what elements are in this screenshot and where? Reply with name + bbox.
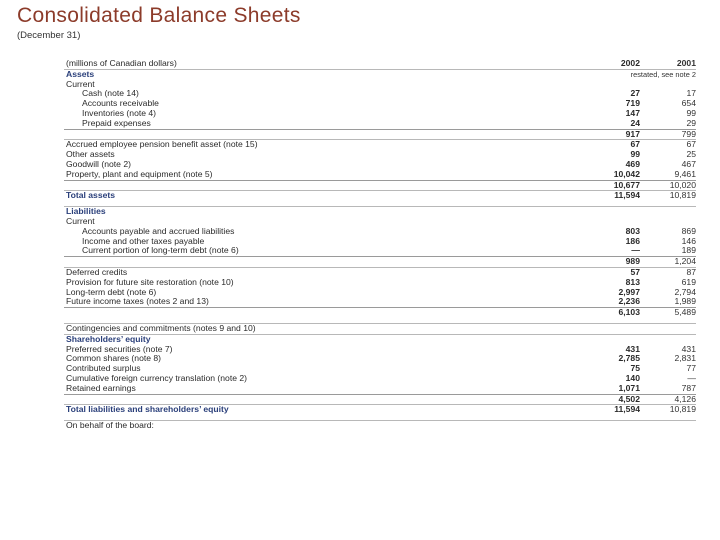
value-2002: 99 — [630, 149, 640, 160]
value-2001: 29 — [686, 117, 696, 128]
value-2001: 99 — [686, 107, 696, 118]
subtotal-2002: 917 — [625, 128, 640, 139]
board-signature-row — [64, 420, 696, 431]
table-row — [64, 150, 696, 160]
total-2002: 11,594 — [614, 190, 640, 201]
row-label: Preferred securities (note 7) — [66, 343, 173, 354]
row-label: Prepaid expenses — [82, 117, 151, 128]
balance-sheet-table — [64, 59, 696, 431]
table-row — [64, 119, 696, 129]
value-2002: 2,997 — [618, 286, 640, 297]
row-label: Total assets — [66, 190, 116, 201]
value-2001: 1,989 — [674, 296, 696, 307]
value-2001: 619 — [681, 276, 696, 287]
value-2001: 2,831 — [674, 353, 696, 364]
subtotal-2001: 5,489 — [674, 307, 696, 318]
value-2002: 147 — [625, 107, 640, 118]
section-heading: Assets — [66, 68, 95, 79]
subtotal-2001: 10,020 — [669, 179, 696, 190]
restated-note: restated, see note 2 — [630, 69, 696, 79]
value-2002: 2,236 — [618, 296, 640, 307]
table-row — [64, 323, 696, 334]
table-row — [64, 384, 696, 394]
value-2001: 9,461 — [674, 168, 696, 179]
row-label: Deferred credits — [66, 266, 128, 277]
value-2001: 467 — [681, 158, 696, 169]
row-label: Property, plant and equipment (note 5) — [66, 168, 213, 179]
value-2002: 27 — [630, 88, 640, 99]
row-label: Provision for future site restoration (note 10) — [66, 276, 234, 287]
value-2001: 25 — [686, 149, 696, 160]
column-header-2002: 2002 — [620, 58, 640, 68]
subtotal-2002: 989 — [625, 256, 640, 267]
table-row — [64, 246, 696, 256]
row-label: Common shares (note 8) — [66, 353, 162, 364]
section-equity-row — [64, 334, 696, 345]
row-label: Long-term debt (note 6) — [66, 286, 157, 297]
total-2001: 10,819 — [669, 404, 696, 415]
table-row — [64, 80, 696, 90]
value-2002: 24 — [630, 117, 640, 128]
row-label: Current portion of long-term debt (note 6) — [82, 245, 239, 256]
subtotal-2002: 4,502 — [618, 393, 640, 404]
value-2001: 189 — [681, 245, 696, 256]
subtotal-row — [64, 394, 696, 405]
section-assets-row — [64, 69, 696, 80]
value-2001: 2,794 — [674, 286, 696, 297]
row-label: Current — [66, 215, 95, 226]
value-2002: 1,071 — [618, 382, 640, 393]
page-title: Consolidated Balance Sheets — [17, 4, 301, 27]
row-label: Total liabilities and shareholders’ equity — [66, 404, 229, 415]
total-2002: 11,594 — [614, 404, 640, 415]
row-label: Goodwill (note 2) — [66, 158, 131, 169]
value-2002: 57 — [630, 266, 640, 277]
value-2002: — — [631, 245, 640, 256]
subtotal-row — [64, 129, 696, 140]
value-2001: 146 — [681, 235, 696, 246]
value-2001: 787 — [681, 382, 696, 393]
row-label: Contingencies and commitments (notes 9 and 10) — [66, 322, 256, 333]
column-header-2001: 2001 — [676, 58, 696, 68]
table-row — [64, 278, 696, 288]
value-2002: 67 — [630, 139, 640, 150]
table-row — [64, 374, 696, 384]
value-2001: 17 — [686, 88, 696, 99]
subtotal-2001: 1,204 — [674, 256, 696, 267]
row-label: Cumulative foreign currency translation (note 2) — [66, 372, 248, 383]
row-label: Cash (note 14) — [82, 88, 139, 99]
row-label: Inventories (note 4) — [82, 107, 157, 118]
value-2002: 719 — [625, 98, 640, 109]
row-label: Accounts payable and accrued liabilities — [82, 225, 235, 236]
section-heading: Shareholders’ equity — [66, 333, 151, 344]
subtotal-row — [64, 180, 696, 191]
table-row — [64, 139, 696, 150]
table-row — [64, 297, 696, 307]
section-liabilities-row — [64, 206, 696, 217]
subtotal-2001: 799 — [681, 128, 696, 139]
value-2001: 87 — [686, 266, 696, 277]
section-heading: Liabilities — [66, 206, 106, 217]
subtotal-2002: 10,677 — [613, 179, 640, 190]
row-label: Other assets — [66, 149, 115, 160]
table-header-row — [64, 59, 696, 69]
subtotal-2001: 4,126 — [674, 393, 696, 404]
table-row — [64, 109, 696, 119]
value-2002: 75 — [630, 363, 640, 374]
value-2001: 869 — [681, 225, 696, 236]
value-2002: 803 — [625, 225, 640, 236]
total-liabilities-equity-row — [64, 404, 696, 415]
subtotal-2002: 6,103 — [618, 307, 640, 318]
row-label: Contributed surplus — [66, 363, 141, 374]
table-row — [64, 99, 696, 109]
value-2002: 2,785 — [618, 353, 640, 364]
table-row — [64, 354, 696, 364]
table-row — [64, 170, 696, 180]
row-label: Accrued employee pension benefit asset (note 15) — [66, 139, 258, 150]
row-label: Retained earnings — [66, 382, 136, 393]
value-2001: 77 — [686, 363, 696, 374]
value-2002: 813 — [625, 276, 640, 287]
total-2001: 10,819 — [669, 190, 696, 201]
value-2002: 140 — [625, 372, 640, 383]
value-2001: 654 — [681, 98, 696, 109]
value-2002: 10,042 — [613, 168, 640, 179]
subtotal-row — [64, 256, 696, 267]
row-label: Accounts receivable — [82, 98, 159, 109]
units-label: (millions of Canadian dollars) — [66, 58, 177, 68]
subtotal-row — [64, 307, 696, 318]
total-assets-row — [64, 190, 696, 201]
row-label: Current — [66, 78, 95, 89]
row-label: Future income taxes (notes 2 and 13) — [66, 296, 209, 307]
value-2001: 67 — [686, 139, 696, 150]
row-label: On behalf of the board: — [66, 420, 154, 431]
row-label: Income and other taxes payable — [82, 235, 205, 246]
value-2002: 186 — [625, 235, 640, 246]
value-2002: 469 — [625, 158, 640, 169]
value-2002: 431 — [625, 343, 640, 354]
value-2001: — — [687, 372, 696, 383]
page-subtitle: (December 31) — [17, 30, 81, 41]
value-2001: 431 — [681, 343, 696, 354]
